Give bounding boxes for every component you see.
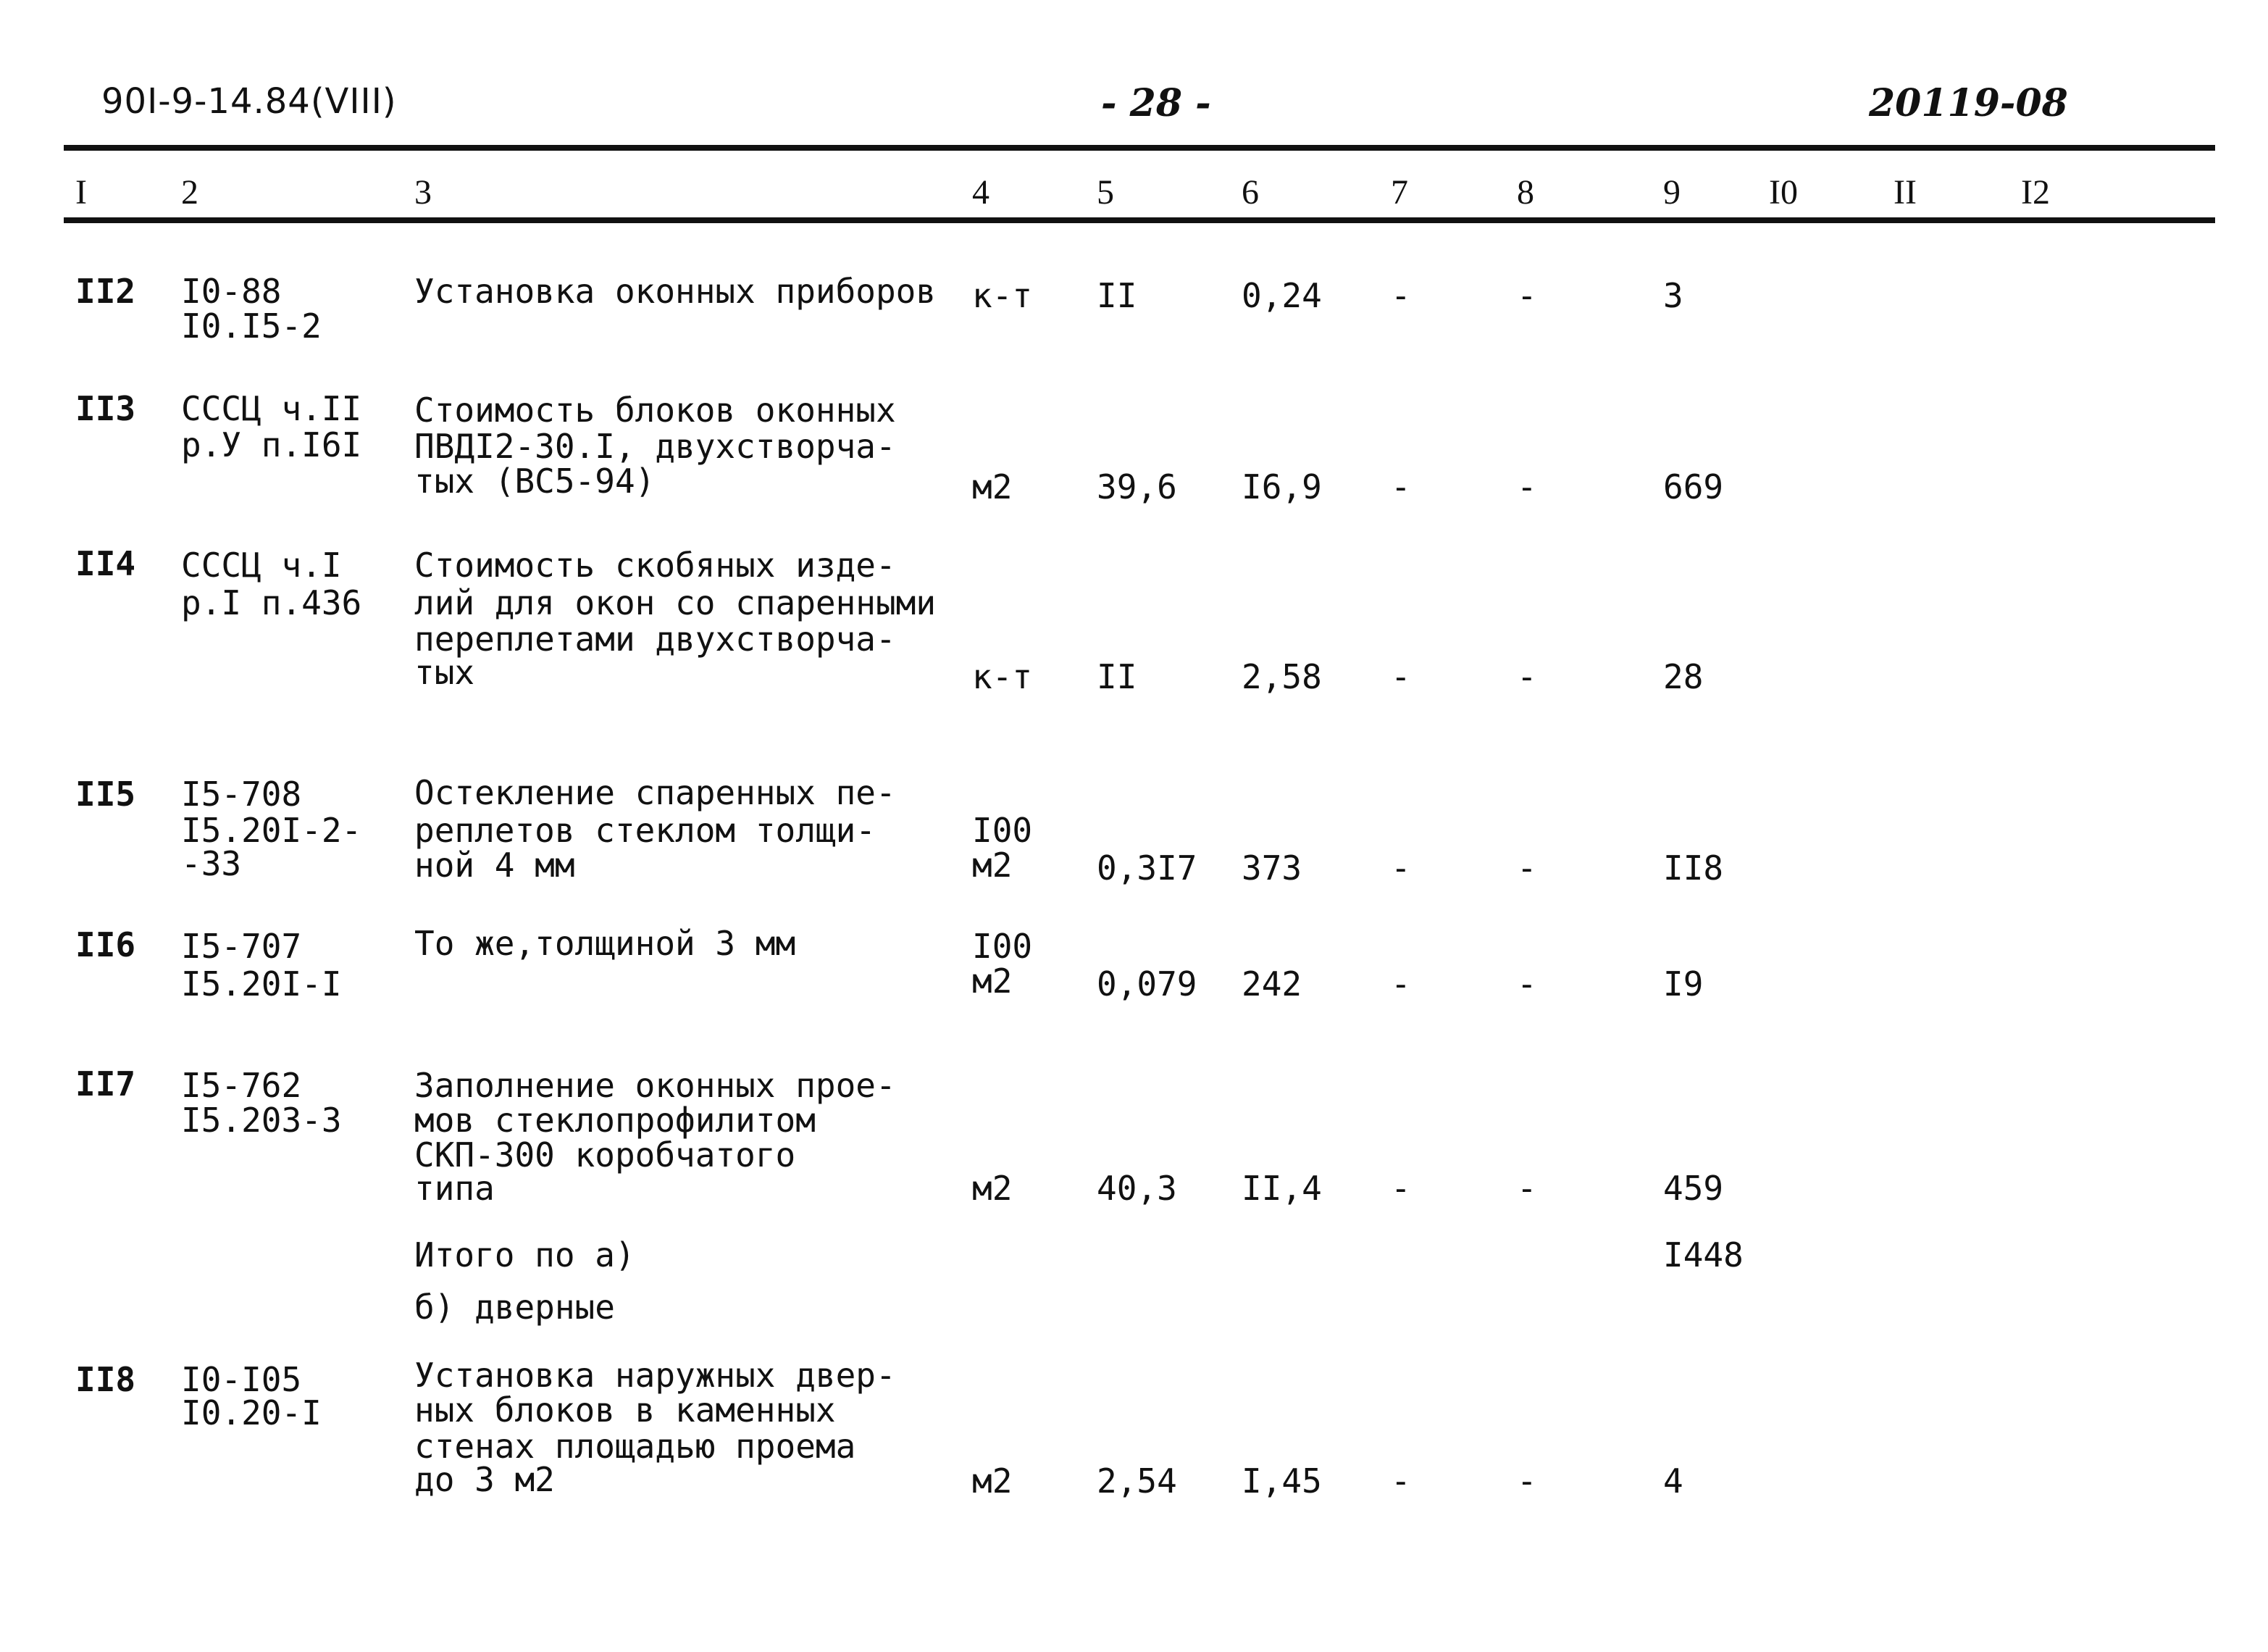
unit: I00 (972, 927, 1033, 966)
work-description: тых (ВС5-94) (414, 462, 656, 501)
work-description: до 3 м2 (414, 1460, 555, 1499)
col8-value: - (1517, 848, 1537, 888)
total-cost: 669 (1663, 467, 1724, 506)
col7-value: - (1391, 1169, 1411, 1208)
unit: м2 (972, 846, 1013, 885)
unit: м2 (972, 1461, 1013, 1501)
total-cost: 4 (1663, 1461, 1683, 1501)
unit-price: I6,9 (1242, 467, 1322, 506)
col8-value: - (1517, 276, 1537, 315)
quantity: 0,079 (1097, 964, 1197, 1004)
work-description: Остекление спаренных пе- (414, 773, 896, 812)
unit: м2 (972, 1169, 1013, 1208)
unit-price: I,45 (1242, 1461, 1322, 1501)
quantity: 39,6 (1097, 467, 1177, 506)
quantity: 40,3 (1097, 1169, 1177, 1208)
col7-value: - (1391, 964, 1411, 1004)
total-cost: 28 (1663, 657, 1704, 696)
work-description: Стоимость блоков оконных (414, 391, 896, 430)
column-header-5: 5 (1097, 173, 1114, 212)
col8-value: - (1517, 964, 1537, 1004)
column-header-11: II (1894, 173, 1917, 212)
work-description: типа (414, 1169, 495, 1208)
norm-code: I0-88 (181, 272, 282, 311)
norm-code: I0.20-I (181, 1393, 322, 1432)
norm-code: -33 (181, 844, 242, 883)
col7-value: - (1391, 657, 1411, 696)
unit: I00 (972, 811, 1033, 850)
norm-code: I5.203-3 (181, 1101, 342, 1140)
unit-price: 2,58 (1242, 657, 1322, 696)
quantity: 2,54 (1097, 1461, 1177, 1501)
norm-code: СССЦ ч.II (181, 389, 362, 428)
column-header-7: 7 (1391, 173, 1408, 212)
unit-price: 373 (1242, 848, 1302, 888)
document-code: 90I-9-14.84(VIII) (101, 81, 397, 122)
subtotal-value: I448 (1663, 1235, 1744, 1275)
column-header-2: 2 (181, 173, 198, 212)
unit: к-т (972, 276, 1033, 315)
column-header-8: 8 (1517, 173, 1534, 212)
column-header-12: I2 (2021, 173, 2050, 212)
total-cost: I9 (1663, 964, 1704, 1004)
work-description: лий для окон со спаренными (414, 583, 937, 622)
row-number: II6 (75, 925, 136, 964)
col8-value: - (1517, 467, 1537, 506)
col7-value: - (1391, 1461, 1411, 1501)
col7-value: - (1391, 848, 1411, 888)
work-description: мов стеклопрофилитом (414, 1101, 816, 1140)
norm-code: I5.20I-I (181, 964, 342, 1004)
unit: м2 (972, 961, 1013, 1001)
row-number: II7 (75, 1064, 136, 1104)
row-number: II4 (75, 544, 136, 583)
column-header-9: 9 (1663, 173, 1681, 212)
work-description: ных блоков в каменных (414, 1390, 836, 1430)
total-cost: II8 (1663, 848, 1724, 888)
row-number: II8 (75, 1360, 136, 1399)
row-number: II3 (75, 389, 136, 428)
work-description: СКП-300 коробчатого (414, 1135, 796, 1175)
top-rule (64, 145, 2215, 151)
column-header-4: 4 (972, 173, 989, 212)
work-description: Стоимость скобяных изде- (414, 546, 896, 585)
header-bottom-rule (64, 217, 2215, 223)
work-description: реплетов стеклом толщи- (414, 811, 876, 850)
column-header-6: 6 (1242, 173, 1259, 212)
col8-value: - (1517, 1461, 1537, 1501)
work-description: ПВДI2-30.I, двухстворча- (414, 427, 896, 466)
work-description: стенах площадью проема (414, 1427, 856, 1466)
quantity: II (1097, 657, 1137, 696)
quantity: 0,3I7 (1097, 848, 1197, 888)
column-header-10: I0 (1769, 173, 1798, 212)
col8-value: - (1517, 657, 1537, 696)
unit-price: 0,24 (1242, 276, 1322, 315)
norm-code: I5-708 (181, 775, 302, 814)
norm-code: I5.20I-2- (181, 811, 362, 850)
norm-code: I0.I5-2 (181, 306, 322, 346)
total-cost: 3 (1663, 276, 1683, 315)
norm-code: I5-707 (181, 927, 302, 966)
unit-price: II,4 (1242, 1169, 1322, 1208)
work-description: Заполнение оконных прое- (414, 1066, 896, 1105)
col7-value: - (1391, 467, 1411, 506)
norm-code: СССЦ ч.I (181, 546, 342, 585)
row-number: II5 (75, 775, 136, 814)
column-header-3: 3 (414, 173, 432, 212)
norm-code: р.I п.436 (181, 583, 362, 622)
column-header-1: I (75, 173, 87, 212)
total-cost: 459 (1663, 1169, 1724, 1208)
page-number: - 28 - (1101, 81, 1211, 125)
work-description: Установка наружных двер- (414, 1356, 896, 1395)
work-description: То же,толщиной 3 мм (414, 924, 796, 963)
norm-code: I0-I05 (181, 1360, 302, 1399)
col7-value: - (1391, 276, 1411, 315)
norm-code: р.У п.I6I (181, 425, 362, 464)
norm-code: I5-762 (181, 1066, 302, 1105)
work-description: Установка оконных приборов (414, 272, 937, 311)
row-number: II2 (75, 272, 136, 311)
unit-price: 242 (1242, 964, 1302, 1004)
col8-value: - (1517, 1169, 1537, 1208)
subtotal-label: Итого по а) (414, 1235, 635, 1275)
unit: м2 (972, 467, 1013, 506)
document-reference: 20119-08 (1869, 81, 2068, 125)
section-heading: б) дверные (414, 1288, 615, 1327)
quantity: II (1097, 276, 1137, 315)
work-description: тых (414, 653, 475, 692)
work-description: переплетами двухстворча- (414, 620, 896, 659)
unit: к-т (972, 657, 1033, 696)
work-description: ной 4 мм (414, 846, 575, 885)
